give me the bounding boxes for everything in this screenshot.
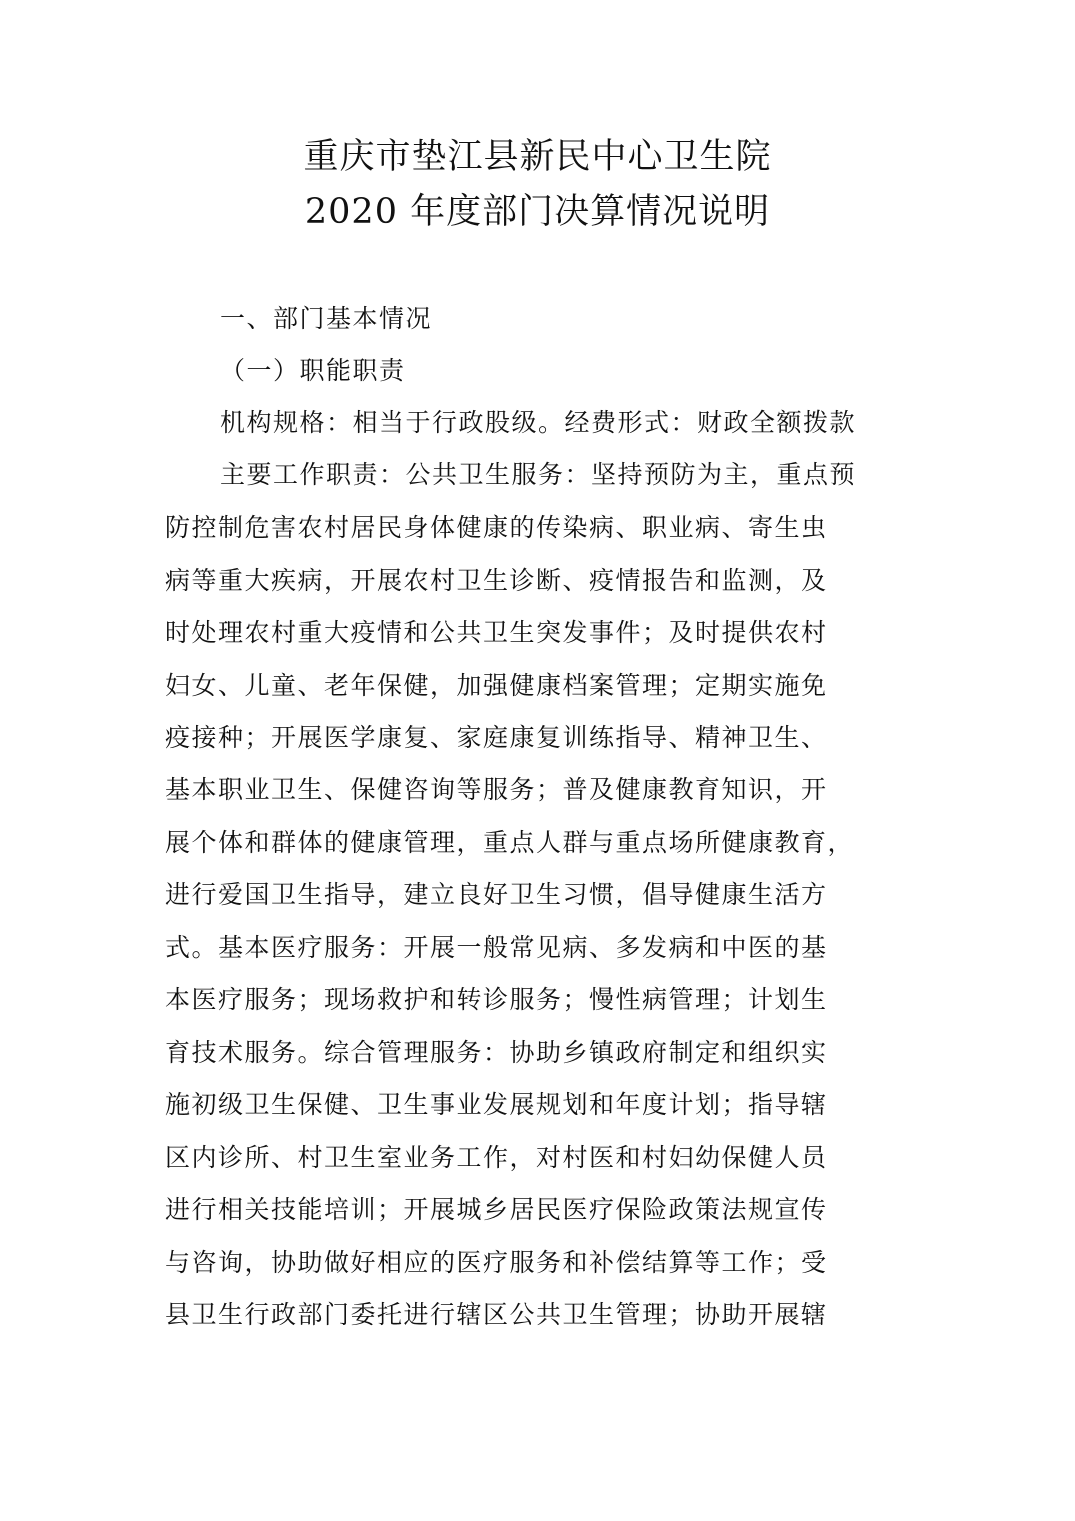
paragraph-line: 防控制危害农村居民身体健康的传染病、职业病、寄生虫 — [165, 513, 828, 542]
paragraph-line: 进行相关技能培训；开展城乡居民医疗保险政策法规宣传 — [165, 1195, 828, 1224]
paragraph-line: 主要工作职责：公共卫生服务：坚持预防为主，重点预 — [220, 460, 857, 489]
paragraph-line: 施初级卫生保健、卫生事业发展规划和年度计划；指导辖 — [165, 1090, 828, 1119]
paragraph-line: 病等重大疾病，开展农村卫生诊断、疫情报告和监测，及 — [165, 566, 828, 595]
paragraph-line: 育技术服务。综合管理服务：协助乡镇政府制定和组织实 — [165, 1038, 828, 1067]
paragraph-line: 妇女、儿童、老年保健，加强健康档案管理；定期实施免 — [165, 671, 828, 700]
paragraph-line: 时处理农村重大疫情和公共卫生突发事件；及时提供农村 — [165, 618, 828, 647]
paragraph-line: 县卫生行政部门委托进行辖区公共卫生管理；协助开展辖 — [165, 1300, 828, 1329]
document-title-line-1: 重庆市垫江县新民中心卫生院 — [303, 137, 772, 177]
subsection-heading: （一）职能职责 — [220, 356, 406, 385]
paragraph-line: 本医疗服务；现场救护和转诊服务；慢性病管理；计划生 — [165, 985, 828, 1014]
paragraph-line: 基本职业卫生、保健咨询等服务；普及健康教育知识，开 — [165, 775, 828, 804]
paragraph-line: 式。基本医疗服务：开展一般常见病、多发病和中医的基 — [165, 933, 828, 962]
paragraph-line: 展个体和群体的健康管理，重点人群与重点场所健康教育， — [165, 828, 855, 857]
paragraph-line: 疫接种；开展医学康复、家庭康复训练指导、精神卫生、 — [165, 723, 828, 752]
document-title-line-2: 2020 年度部门决算情况说明 — [304, 192, 771, 232]
paragraph-organization-spec: 机构规格：相当于行政股级。经费形式：财政全额拨款 — [220, 408, 857, 437]
paragraph-line: 与咨询，协助做好相应的医疗服务和补偿结算等工作；受 — [165, 1248, 828, 1277]
section-heading: 一、部门基本情况 — [220, 304, 433, 333]
paragraph-line: 区内诊所、村卫生室业务工作，对村医和村妇幼保健人员 — [165, 1143, 828, 1172]
paragraph-line: 进行爱国卫生指导，建立良好卫生习惯，倡导健康生活方 — [165, 880, 828, 909]
